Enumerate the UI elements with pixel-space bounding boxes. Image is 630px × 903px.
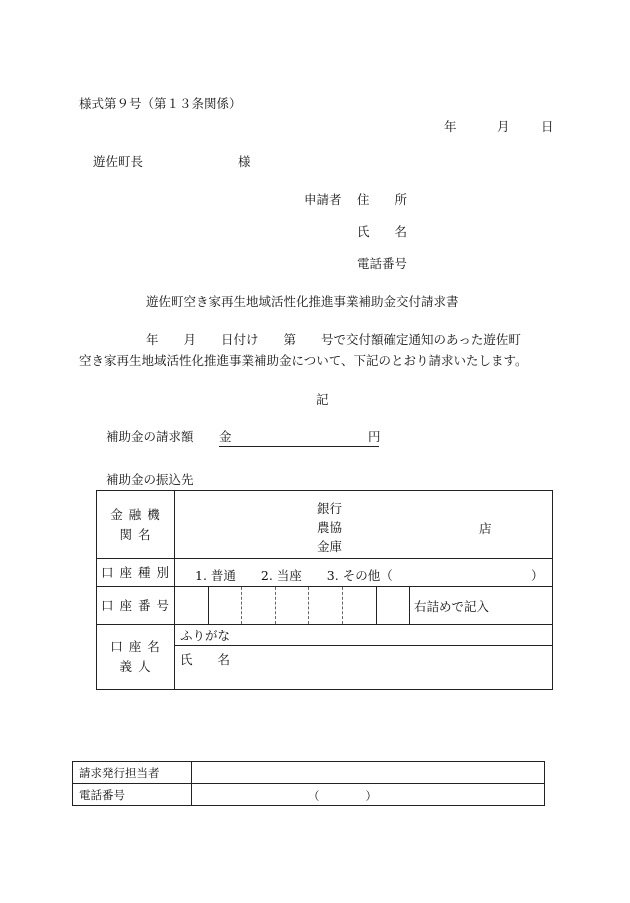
institution-input[interactable]	[175, 491, 553, 559]
bank-table	[96, 490, 553, 690]
account-digit-3[interactable]	[242, 587, 276, 625]
applicant-label: 申請者	[304, 192, 342, 207]
account-type-close: ）	[531, 568, 544, 583]
amount-label: 補助金の請求額	[106, 429, 194, 444]
account-type-label: 口 座 種 別	[97, 559, 175, 587]
institution-type-nokyo: 農協	[317, 520, 343, 535]
institution-type-kinko: 金庫	[317, 539, 343, 554]
account-type-options: 1. 普通 2. 当座 3. その他（	[195, 568, 393, 583]
address-label: 住 所	[357, 192, 408, 207]
contact-input[interactable]	[192, 762, 545, 784]
contact-phone-input[interactable]	[192, 784, 545, 806]
ki-heading: 記	[316, 392, 329, 407]
date-day: 日	[541, 119, 554, 134]
account-digit-5[interactable]	[309, 587, 343, 625]
contact-table	[72, 761, 545, 806]
account-digit-4[interactable]	[276, 587, 309, 625]
institution-type-bank: 銀行	[317, 501, 343, 516]
body-line-2: 空き家再生地域活性化推進事業補助金について、下記のとおり請求いたします。	[79, 353, 528, 368]
form-number: 様式第９号（第１３条関係）	[79, 96, 242, 111]
holder-label: 口 座 名 義 人	[110, 639, 161, 674]
name-label: 氏 名	[357, 224, 408, 239]
contact-phone-label: 電話番号	[73, 784, 192, 806]
date-year: 年	[444, 119, 457, 134]
holder-name-label: 氏 名	[180, 652, 231, 667]
date-month: 月	[497, 119, 510, 134]
phone-parens: （ ）	[308, 789, 377, 803]
body-line-1: 年 月 日付け 第 号で交付額確定通知のあった遊佐町	[146, 332, 521, 347]
amount-underline[interactable]	[219, 446, 379, 447]
account-digit-1[interactable]	[175, 587, 209, 625]
account-digit-2[interactable]	[209, 587, 242, 625]
amount-suffix: 円	[368, 429, 381, 444]
institution-label-cell	[97, 491, 175, 559]
phone-label: 電話番号	[357, 256, 408, 271]
holder-name-input[interactable]	[175, 646, 553, 690]
furigana-input[interactable]	[175, 625, 553, 646]
account-digit-6[interactable]	[343, 587, 377, 625]
furigana-label: ふりがな	[180, 628, 231, 643]
amount-prefix: 金	[219, 429, 232, 444]
transfer-label: 補助金の振込先	[106, 472, 194, 487]
account-digit-7[interactable]	[377, 587, 410, 625]
addressee: 遊佐町長	[93, 154, 144, 169]
account-number-note: 右詰めで記入	[410, 587, 553, 625]
branch-label: 店	[479, 521, 492, 536]
document-title: 遊佐町空き家再生地域活性化推進事業補助金交付請求書	[146, 294, 459, 309]
honorific: 様	[238, 154, 251, 169]
institution-label: 金 融 機 関 名	[110, 506, 161, 542]
account-number-label: 口 座 番 号	[97, 587, 175, 625]
holder-label-cell	[97, 625, 175, 690]
contact-label: 請求発行担当者	[73, 762, 192, 784]
account-type-input[interactable]	[175, 559, 553, 587]
